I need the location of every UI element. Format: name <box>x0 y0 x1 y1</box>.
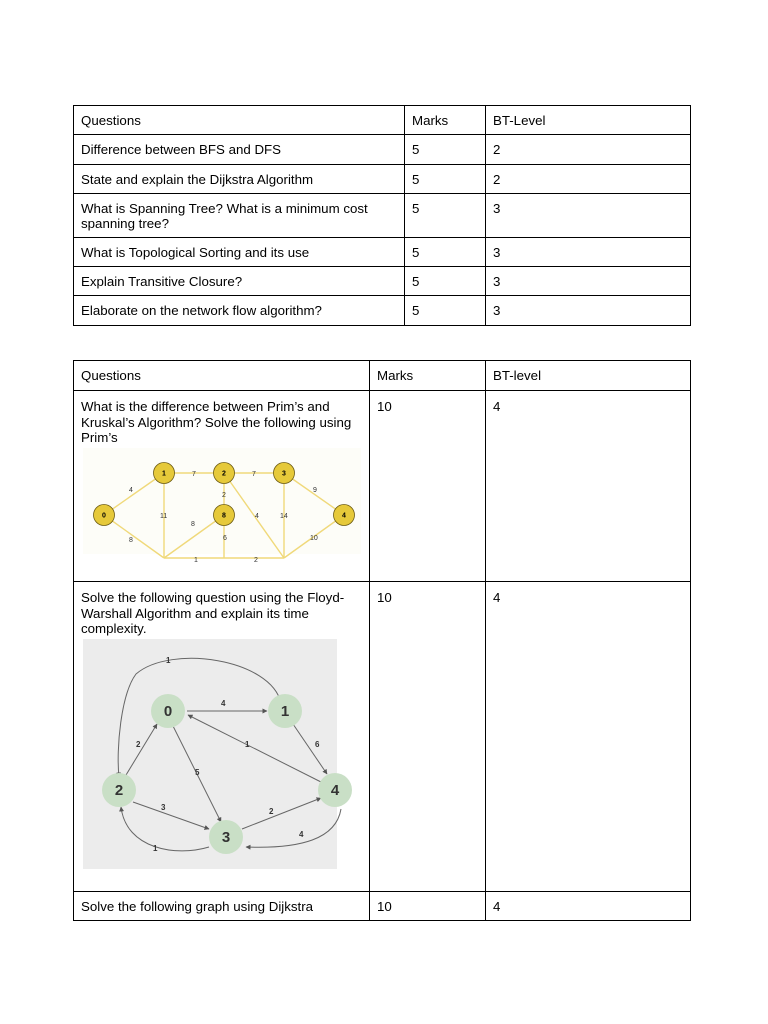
header-bt-level: BT-level <box>486 361 691 391</box>
svg-text:1: 1 <box>162 470 166 477</box>
question-cell <box>74 582 370 892</box>
bt-level-cell: 3 <box>486 267 691 296</box>
bt-level-cell: 3 <box>486 237 691 266</box>
svg-text:1: 1 <box>166 655 171 665</box>
table-row <box>74 391 691 582</box>
table-row <box>74 296 691 325</box>
svg-text:8: 8 <box>222 512 226 519</box>
svg-text:2: 2 <box>269 806 274 816</box>
header-marks: Marks <box>405 106 486 135</box>
svg-text:4: 4 <box>342 512 346 519</box>
table-bt-questions-short <box>73 105 691 326</box>
question-text: Solve the following question using the Floyd-Warshall Algorithm and explain its time complexity. <box>81 590 345 636</box>
svg-text:11: 11 <box>160 512 168 520</box>
question-cell: State and explain the Dijkstra Algorithm <box>74 164 405 193</box>
svg-text:8: 8 <box>129 536 133 544</box>
table-row <box>74 135 691 164</box>
graph-node <box>318 773 352 807</box>
header-bt-level: BT-Level <box>486 106 691 135</box>
svg-text:10: 10 <box>310 534 318 542</box>
svg-text:1: 1 <box>153 843 158 853</box>
svg-text:2: 2 <box>222 470 226 477</box>
bt-level-cell: 2 <box>486 164 691 193</box>
marks-cell: 5 <box>405 237 486 266</box>
svg-text:4: 4 <box>299 829 304 839</box>
question-cell: Solve the following graph using Dijkstra <box>74 892 370 921</box>
graph-node <box>214 462 235 483</box>
svg-text:3: 3 <box>161 802 166 812</box>
svg-text:4: 4 <box>221 698 226 708</box>
svg-text:6: 6 <box>223 534 227 542</box>
svg-text:2: 2 <box>136 739 141 749</box>
graph-node <box>151 694 185 728</box>
svg-text:1: 1 <box>245 739 250 749</box>
graph-node <box>102 773 136 807</box>
svg-text:0: 0 <box>163 702 173 720</box>
graph-node <box>209 820 243 854</box>
bt-level-cell: 3 <box>486 193 691 237</box>
header-questions: Questions <box>74 106 405 135</box>
svg-text:7: 7 <box>252 470 256 478</box>
svg-text:4: 4 <box>330 781 340 799</box>
bt-level-cell: 3 <box>486 296 691 325</box>
svg-text:1: 1 <box>280 702 290 720</box>
bt-level-cell: 4 <box>486 582 691 892</box>
marks-cell: 5 <box>405 267 486 296</box>
marks-cell: 5 <box>405 193 486 237</box>
table-row <box>74 164 691 193</box>
marks-cell: 5 <box>405 296 486 325</box>
graph-node <box>154 462 175 483</box>
graph-node <box>214 504 235 525</box>
floyd-warshall-graph-figure <box>81 639 363 871</box>
svg-text:3: 3 <box>282 470 286 477</box>
svg-text:0: 0 <box>102 512 106 519</box>
bt-level-cell: 2 <box>486 135 691 164</box>
table-row <box>74 267 691 296</box>
marks-cell: 10 <box>370 892 486 921</box>
svg-text:1: 1 <box>194 556 198 564</box>
question-cell: What is Spanning Tree? What is a minimum cost spanning tree? <box>74 193 405 237</box>
question-cell: Elaborate on the network flow algorithm? <box>74 296 405 325</box>
prims-graph-figure <box>81 446 363 564</box>
svg-text:4: 4 <box>129 486 133 494</box>
graph-node <box>268 694 302 728</box>
table-row <box>74 237 691 266</box>
svg-text:2: 2 <box>114 781 124 799</box>
marks-cell: 10 <box>370 391 486 582</box>
header-questions: Questions <box>74 361 370 391</box>
table-row <box>74 892 691 921</box>
table-header-row <box>74 361 691 391</box>
svg-text:7: 7 <box>192 470 196 478</box>
table-bt-questions-long <box>73 360 691 921</box>
graph-node <box>274 462 295 483</box>
svg-text:5: 5 <box>195 767 200 777</box>
table-row <box>74 582 691 892</box>
svg-text:2: 2 <box>222 491 226 499</box>
svg-text:8: 8 <box>191 520 195 528</box>
table-row <box>74 193 691 237</box>
graph-node <box>94 504 115 525</box>
graph-node <box>334 504 355 525</box>
marks-cell: 5 <box>405 135 486 164</box>
question-cell: Difference between BFS and DFS <box>74 135 405 164</box>
question-cell <box>74 391 370 582</box>
bt-level-cell: 4 <box>486 391 691 582</box>
question-cell: Explain Transitive Closure? <box>74 267 405 296</box>
svg-text:6: 6 <box>315 739 320 749</box>
header-marks: Marks <box>370 361 486 391</box>
marks-cell: 10 <box>370 582 486 892</box>
question-cell: What is Topological Sorting and its use <box>74 237 405 266</box>
table-header-row <box>74 106 691 135</box>
question-text: What is the difference between Prim’s and Kruskal’s Algorithm? Solve the following using Prim’s <box>81 399 352 445</box>
svg-text:9: 9 <box>313 486 317 494</box>
marks-cell: 5 <box>405 164 486 193</box>
bt-level-cell: 4 <box>486 892 691 921</box>
svg-text:2: 2 <box>254 556 258 564</box>
svg-text:14: 14 <box>280 512 288 520</box>
svg-text:3: 3 <box>221 828 231 846</box>
svg-text:4: 4 <box>255 512 259 520</box>
